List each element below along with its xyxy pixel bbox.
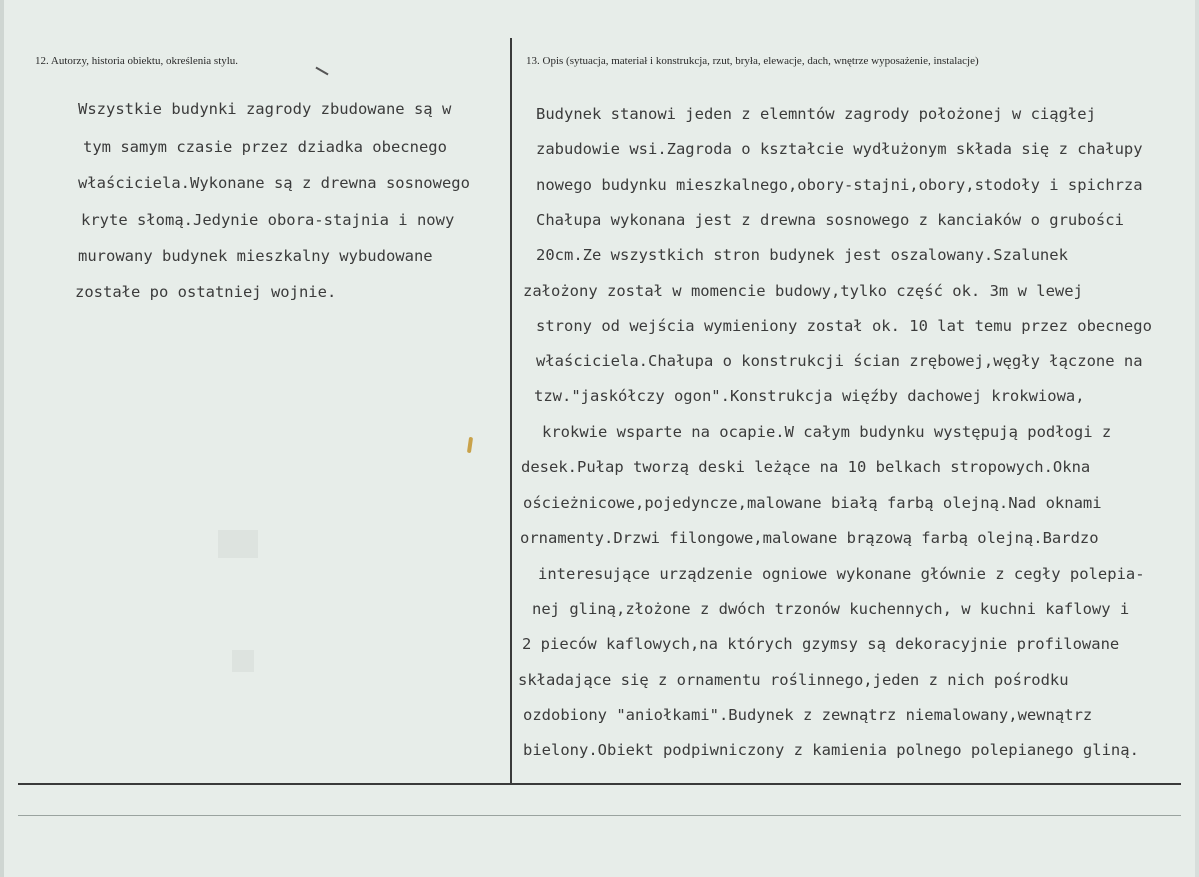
typed-line: Chałupa wykonana jest z drewna sosnowego z kanciaków o grubości (536, 211, 1124, 229)
typed-line: 20cm.Ze wszystkich stron budynek jest oszalowany.Szalunek (536, 246, 1068, 264)
typed-line: Budynek stanowi jeden z elemntów zagrody położonej w ciągłej (536, 105, 1096, 123)
typed-line: ozdobiony "aniołkami".Budynek z zewnątrz niemalowany,wewnątrz (523, 706, 1093, 724)
typed-line: bielony.Obiekt podpiwniczony z kamienia polnego polepianego gliną. (523, 741, 1139, 759)
typed-line: murowany budynek mieszkalny wybudowane (78, 247, 433, 265)
section-13-heading: 13. Opis (sytuacja, materiał i konstrukcja, rzut, bryła, elewacje, dach, wnętrze wyposażenie, instalacje) (526, 55, 979, 67)
pen-mark (315, 67, 328, 76)
typed-line: Wszystkie budynki zagrody zbudowane są w (78, 100, 452, 118)
typed-line: nej gliną,złożone z dwóch trzonów kuchennych, w kuchni kaflowy i (532, 600, 1130, 618)
ink-mark (467, 437, 473, 453)
typed-line: 2 pieców kaflowych,na których gzymsy są dekoracyjnie profilowane (522, 635, 1120, 653)
typed-line: właściciela.Wykonane są z drewna sosnowego (78, 174, 470, 192)
bottom-rule-faint (18, 815, 1181, 816)
typed-line: ornamenty.Drzwi filongowe,malowane brązową farbą olejną.Bardzo (520, 529, 1099, 547)
column-divider (510, 38, 512, 783)
typed-line: desek.Pułap tworzą deski leżące na 10 belkach stropowych.Okna (521, 458, 1091, 476)
section-13-text (518, 105, 1199, 765)
typed-line: tym samym czasie przez dziadka obecnego (83, 138, 447, 156)
card-left-edge (0, 0, 4, 877)
paper-stain (218, 530, 258, 558)
typed-line: nowego budynku mieszkalnego,obory-stajni,obory,stodoły i spichrza (536, 176, 1143, 194)
typed-line: interesujące urządzenie ogniowe wykonane głównie z cegły polepia- (538, 565, 1145, 583)
typed-line: strony od wejścia wymieniony został ok. 10 lat temu przez obecnego (536, 317, 1152, 335)
section-12-text (75, 100, 505, 310)
typed-line: zostałe po ostatniej wojnie. (75, 283, 337, 301)
typed-line: krokwie wsparte na ocapie.W całym budynku występują podłogi z (542, 423, 1112, 441)
typed-line: właściciela.Chałupa o konstrukcji ścian zrębowej,węgły łączone na (536, 352, 1143, 370)
typed-line: założony został w momencie budowy,tylko część ok. 3m w lewej (523, 282, 1083, 300)
typed-line: tzw."jaskółczy ogon".Konstrukcja więźby dachowej krokwiowa, (534, 387, 1085, 405)
typed-line: ościeżnicowe,pojedyncze,malowane białą farbą olejną.Nad oknami (523, 494, 1102, 512)
typed-line: zabudowie wsi.Zagroda o kształcie wydłużonym składa się z chałupy (536, 140, 1143, 158)
section-12-heading: 12. Autorzy, historia obiektu, określenia stylu. (35, 55, 239, 67)
typed-line: składające się z ornamentu roślinnego,jeden z nich pośrodku (518, 671, 1069, 689)
bottom-rule (18, 783, 1181, 785)
paper-stain (232, 650, 254, 672)
typed-line: kryte słomą.Jedynie obora-stajnia i nowy (81, 211, 455, 229)
